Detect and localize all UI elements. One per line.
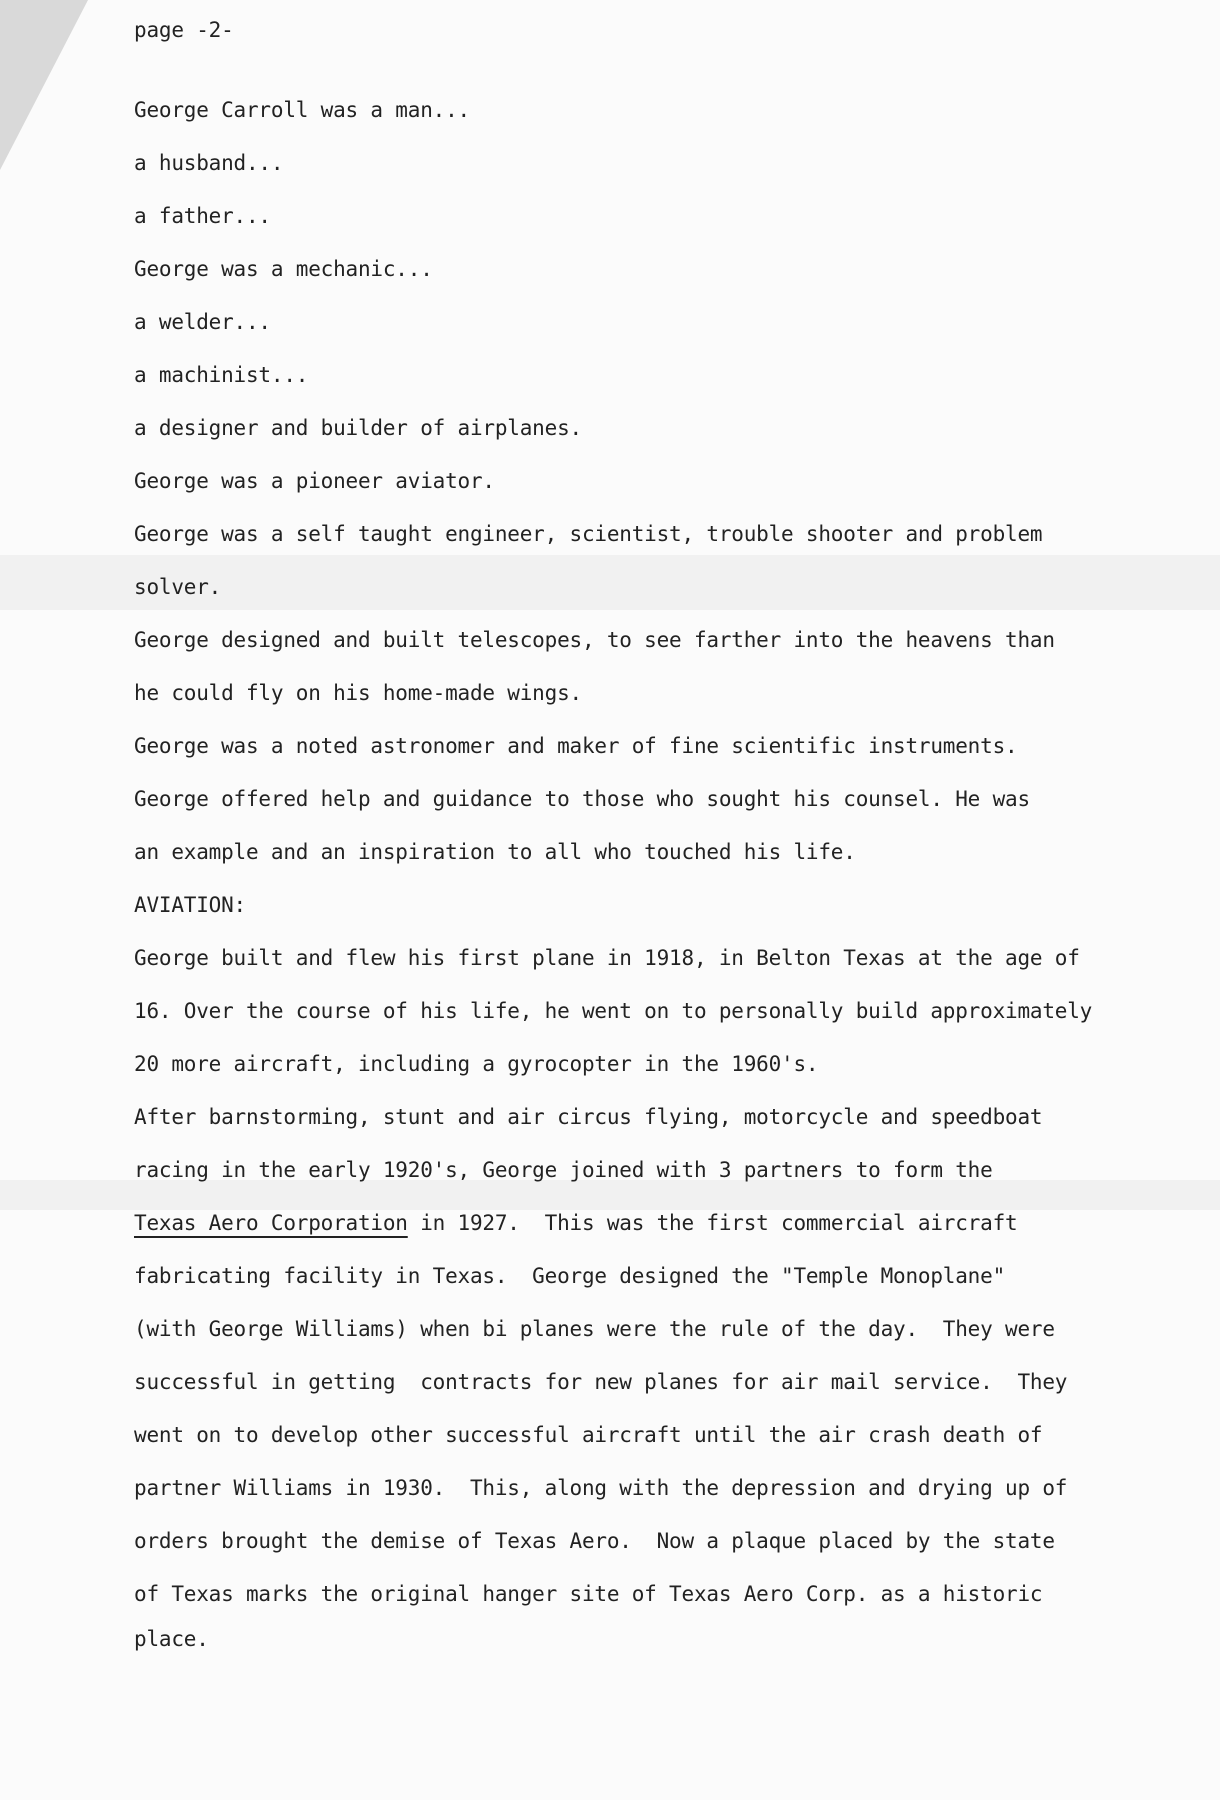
text-line: a husband...	[134, 151, 284, 175]
text-line: a father...	[134, 204, 271, 228]
text-line: 20 more aircraft, including a gyrocopter in the 1960's.	[134, 1052, 819, 1076]
section-heading: AVIATION:	[134, 893, 246, 917]
text-fragment: in 1927. This was the first commercial aircraft	[407, 1211, 1018, 1235]
text-line: George built and flew his first plane in 1918, in Belton Texas at the age of	[134, 946, 1080, 970]
text-line: George Carroll was a man...	[134, 98, 470, 122]
text-line: partner Williams in 1930. This, along with the depression and drying up of	[134, 1476, 1068, 1500]
text-line: George offered help and guidance to those who sought his counsel. He was	[134, 787, 1030, 811]
text-line: George designed and built telescopes, to see farther into the heavens than	[134, 628, 1055, 652]
text-line: an example and an inspiration to all who touched his life.	[134, 840, 856, 864]
text-line: George was a mechanic...	[134, 257, 433, 281]
text-line: of Texas marks the original hanger site of Texas Aero Corp. as a historic	[134, 1582, 1043, 1606]
text-line	[134, 1210, 1017, 1236]
text-line: a welder...	[134, 310, 271, 334]
text-line: successful in getting contracts for new planes for air mail service. They	[134, 1370, 1068, 1394]
text-line: George was a self taught engineer, scientist, trouble shooter and problem	[134, 522, 1043, 546]
text-line: racing in the early 1920's, George joined with 3 partners to form the	[134, 1158, 993, 1182]
text-line: After barnstorming, stunt and air circus flying, motorcycle and speedboat	[134, 1105, 1043, 1129]
page-label: page -2-	[134, 18, 234, 42]
text-line: he could fly on his home-made wings.	[134, 681, 582, 705]
text-line: a machinist...	[134, 363, 309, 387]
text-line: went on to develop other successful aircraft until the air crash death of	[134, 1423, 1043, 1447]
company-name: Texas Aero Corporation	[134, 1211, 408, 1235]
text-line: George was a pioneer aviator.	[134, 469, 495, 493]
text-line: place.	[134, 1627, 209, 1651]
text-line: George was a noted astronomer and maker of fine scientific instruments.	[134, 734, 1018, 758]
text-line: a designer and builder of airplanes.	[134, 416, 582, 440]
text-line: fabricating facility in Texas. George designed the "Temple Monoplane"	[134, 1264, 1006, 1288]
text-line: (with George Williams) when bi planes were the rule of the day. They were	[134, 1317, 1055, 1341]
text-line: orders brought the demise of Texas Aero. Now a plaque placed by the state	[134, 1529, 1055, 1553]
text-line: 16. Over the course of his life, he went on to personally build approximately	[134, 999, 1093, 1023]
text-line: solver.	[134, 575, 222, 599]
